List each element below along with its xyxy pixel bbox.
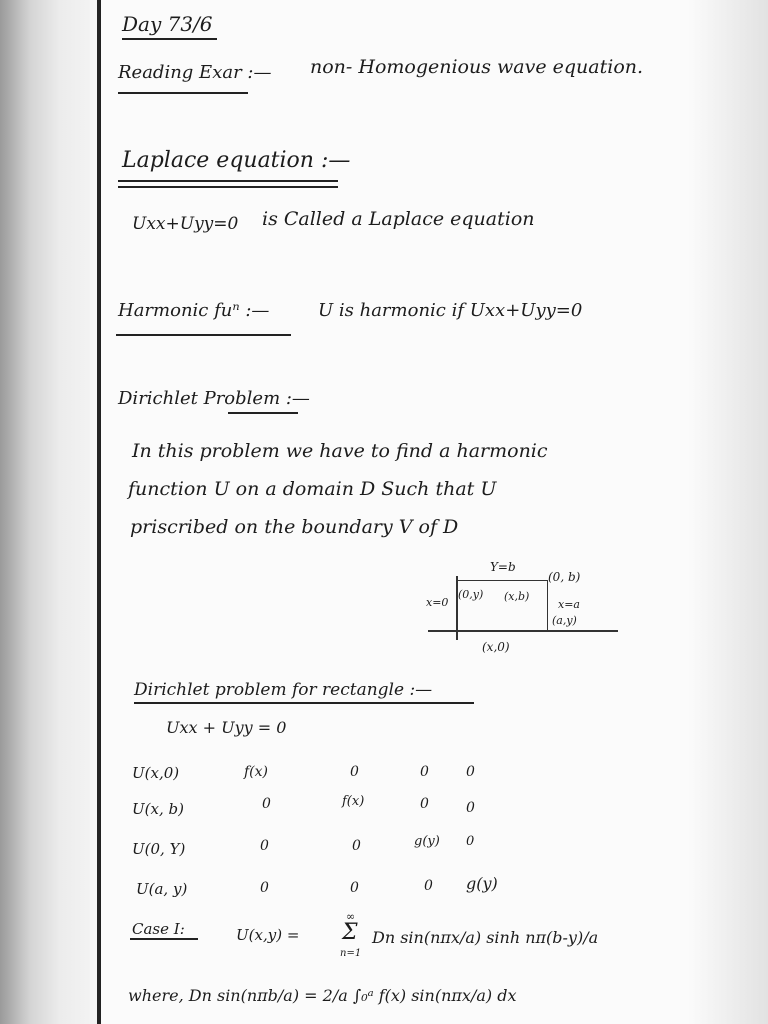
case1-sum-bottom: n=1 [340,948,362,959]
binding-shadow [0,0,100,1024]
case1-sum-top: ∞ [346,910,356,923]
day-underline [122,38,217,40]
diagram-top-right: (0, b) [548,570,581,584]
dirichlet-underline [228,412,298,414]
diagram-c1: (0,y) [458,588,484,601]
row-label: U(a, y) [136,880,188,898]
diagram-bottom-label: (x,0) [482,640,510,654]
reading-label: Reading Exar :— [118,62,272,83]
dirichlet-line3: priscribed on the boundary V of D [130,516,459,538]
row-cell: 0 [350,880,359,896]
row-cell: 0 [260,838,269,854]
row-cell: 0 [350,764,359,780]
row-cell: f(x) [244,764,269,780]
row-cell: 0 [424,878,433,894]
laplace-heading: Laplace equation :— [122,148,351,173]
where-formula: where, Dn sin(nπb/a) = 2/a ∫₀ᵃ f(x) sin(nπx/a) dx [128,986,517,1005]
diagram-right2: (a,y) [552,614,577,627]
reading-topic: non- Homogenious wave equation. [310,56,644,78]
reading-underline [118,92,248,94]
row-cell: 0 [466,800,475,816]
case1-underline [130,938,198,940]
case1-body: Dn sin(nπx/a) sinh nπ(b-y)/a [372,928,599,947]
row-label: U(0, Y) [132,840,186,858]
case1-label: Case I: [132,920,185,938]
diagram-c2: (x,b) [504,590,530,603]
row-cell: 0 [262,796,271,812]
rect-underline [134,702,474,704]
rect-equation: Uxx + Uyy = 0 [166,718,287,737]
laplace-underline-2 [118,186,338,188]
row-cell: f(x) [342,794,365,809]
case1-lhs: U(x,y) = [236,926,300,944]
rect-heading: Dirichlet problem for rectangle :— [134,680,433,700]
row-cell: 0 [420,796,429,812]
row-cell: 0 [260,880,269,896]
row-cell: 0 [352,838,361,854]
case1-sum-symbol: Σ [342,920,358,945]
dirichlet-line1: In this problem we have to find a harmonic [132,440,548,462]
row-cell: g(y) [466,874,498,893]
harmonic-label: Harmonic fuⁿ :— [118,300,270,321]
harmonic-text: U is harmonic if Uxx+Uyy=0 [318,300,583,321]
dirichlet-heading: Dirichlet Problem :— [118,388,310,409]
row-label: U(x, b) [132,800,184,818]
row-label: U(x,0) [132,764,180,782]
page-edge [97,0,101,1024]
harmonic-underline [116,334,291,336]
diagram-top-label: Y=b [490,560,516,574]
row-cell: 0 [466,834,475,849]
laplace-equation: Uxx+Uyy=0 [132,214,239,234]
day-title: Day 73/6 [122,12,213,36]
laplace-underline-1 [118,180,338,182]
diagram-left-label: x=0 [426,596,449,609]
row-cell: 0 [466,764,475,780]
right-edge-shadow [688,0,768,1024]
dirichlet-line2: function U on a domain D Such that U [128,478,497,500]
laplace-desc: is Called a Laplace equation [262,208,535,230]
row-cell: 0 [420,764,429,780]
row-cell: g(y) [414,834,440,849]
diagram-right-label: x=a [558,598,580,611]
